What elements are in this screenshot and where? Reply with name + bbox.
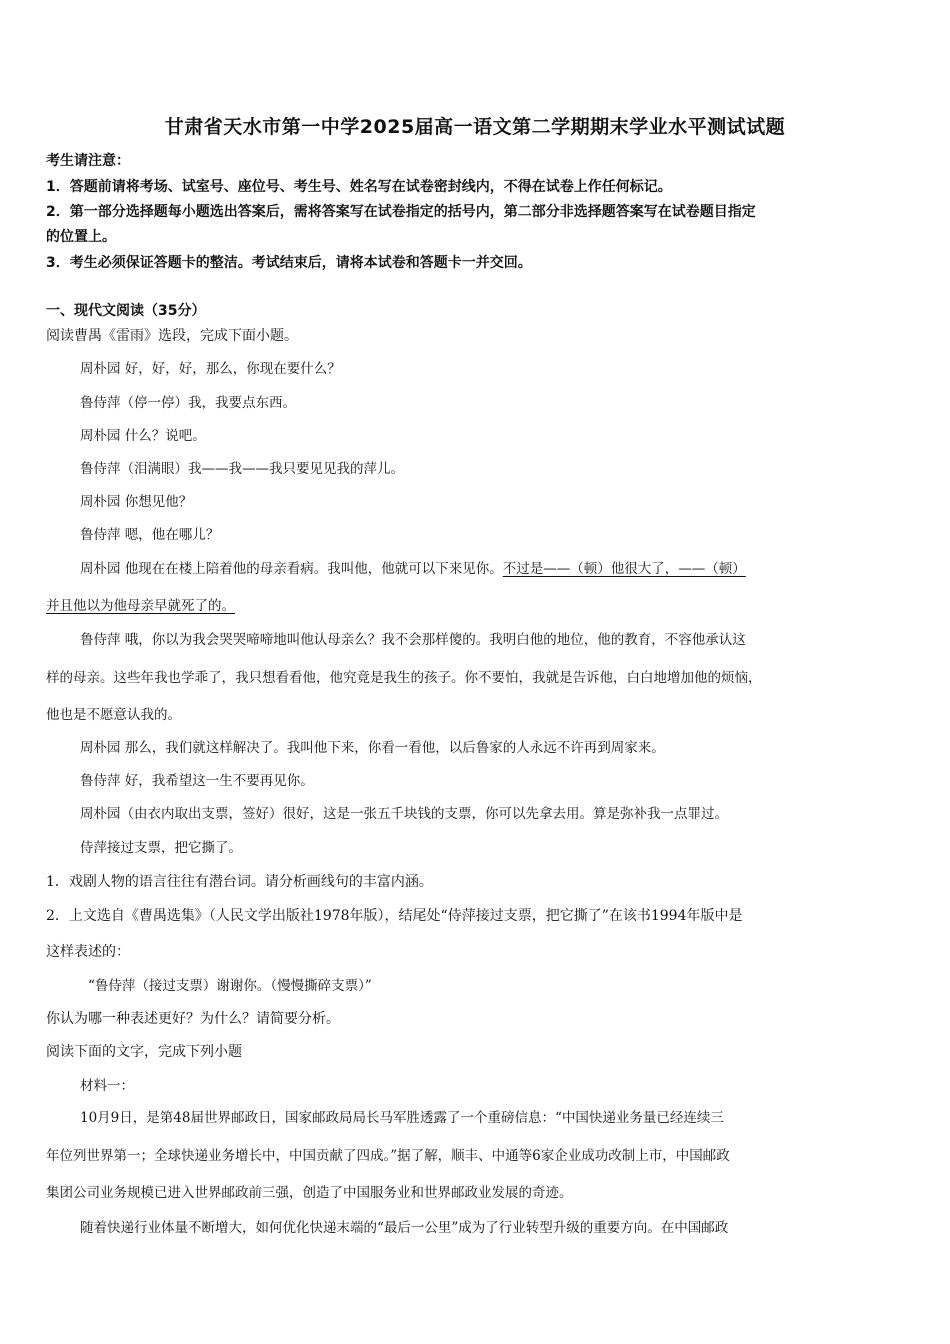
- dialogue-line: 周朴园 你想见他？: [80, 494, 193, 510]
- dialogue-line: 鲁侍萍 好，我希望这一生不要再见你。: [80, 773, 314, 789]
- underlined-sentence: 并且他以为他母亲早就死了的。: [46, 598, 235, 614]
- dialogue-line: 侍萍接过支票，把它撕了。: [80, 840, 242, 856]
- dialogue-text: 周朴园 他现在在楼上陪着他的母亲看病。我叫他，他就可以下来见你。: [80, 561, 503, 577]
- notice-item: 的位置上。: [46, 229, 116, 245]
- question-2-ask: 你认为哪一种表述更好？为什么？请简要分析。: [46, 1011, 340, 1027]
- dialogue-line: 周朴园（由衣内取出支票，签好）很好，这是一张五千块钱的支票，你可以先拿去用。算是弥补我一点罪过。: [80, 806, 728, 822]
- page-title: 甘肃省天水市第一中学2025届高一语文第二学期期末学业水平测试试题: [164, 116, 786, 138]
- paragraph-line: 随着快递行业体量不断增大，如何优化快递末端的“最后一公里”成为了行业转型升级的重要方向。在中国邮政: [80, 1220, 729, 1236]
- dialogue-line-with-underline: [80, 559, 746, 579]
- dialogue-line: 样的母亲。这些年我也学乖了，我只想看看他，他究竟是我生的孩子。你不要怕，我就是告诉他，白白地增加他的烦恼，: [46, 670, 762, 686]
- notice-heading: 考生请注意：: [46, 153, 130, 169]
- material-label: 材料一：: [80, 1078, 134, 1094]
- dialogue-line: 鲁侍萍（泪满眼）我——我——我只要见见我的萍儿。: [80, 461, 404, 477]
- question-2: 2．上文选自《曹禺选集》（人民文学出版社1978年版），结尾处“侍萍接过支票，把它撕了”在该书1994年版中是: [46, 908, 743, 924]
- paragraph-line: 10月9日，是第48届世界邮政日，国家邮政局局长马军胜透露了一个重磅信息：“中国快递业务量已经连续三: [80, 1110, 724, 1126]
- paragraph-line: 集团公司业务规模已进入世界邮政前三强，创造了中国服务业和世界邮政业发展的奇迹。: [46, 1185, 573, 1201]
- notice-item: 3．考生必须保证答题卡的整洁。考试结束后，请将本试卷和答题卡一并交回。: [46, 255, 532, 271]
- dialogue-line: 周朴园 那么，我们就这样解决了。我叫他下来，你看一看他，以后鲁家的人永远不许再到周家来。: [80, 740, 665, 756]
- dialogue-line: 鲁侍萍 哦，你以为我会哭哭啼啼地叫他认母亲么？我不会那样傻的。我明白他的地位，他的教育，不容他承认这: [80, 632, 746, 648]
- dialogue-line: 周朴园 好，好，好，那么，你现在要什么？: [80, 361, 341, 377]
- dialogue-line: [46, 596, 235, 616]
- dialogue-line: 鲁侍萍（停一停）我，我要点东西。: [80, 395, 296, 411]
- question-2-cont: 这样表述的：: [46, 944, 130, 960]
- notice-item: 1．答题前请将考场、试室号、座位号、考生号、姓名写在试卷密封线内，不得在试卷上作任何标记。: [46, 179, 672, 195]
- section-heading: 一、现代文阅读（35分）: [46, 303, 206, 319]
- question-1: 1．戏剧人物的语言往往有潜台词。请分析画线句的丰富内涵。: [46, 874, 433, 890]
- reading-intro: 阅读下面的文字，完成下列小题: [46, 1044, 242, 1060]
- quote: “鲁侍萍（接过支票）谢谢你。（慢慢撕碎支票）”: [88, 978, 372, 994]
- dialogue-line: 他也是不愿意认我的。: [46, 707, 181, 723]
- underlined-sentence: 不过是——（顿）他很大了，——（顿）: [502, 561, 746, 577]
- paragraph-line: 年位列世界第一；全球快递业务增长中，中国贡献了四成。”据了解，顺丰、中通等6家企业成功改制上市，中国邮政: [46, 1148, 730, 1164]
- dialogue-line: 鲁侍萍 嗯，他在哪儿？: [80, 527, 220, 543]
- reading-intro: 阅读曹禺《雷雨》选段，完成下面小题。: [46, 328, 298, 344]
- notice-item: 2．第一部分选择题每小题选出答案后，需将答案写在试卷指定的括号内，第二部分非选择题答案写在试卷题目指定: [46, 204, 756, 220]
- dialogue-line: 周朴园 什么？说吧。: [80, 428, 206, 444]
